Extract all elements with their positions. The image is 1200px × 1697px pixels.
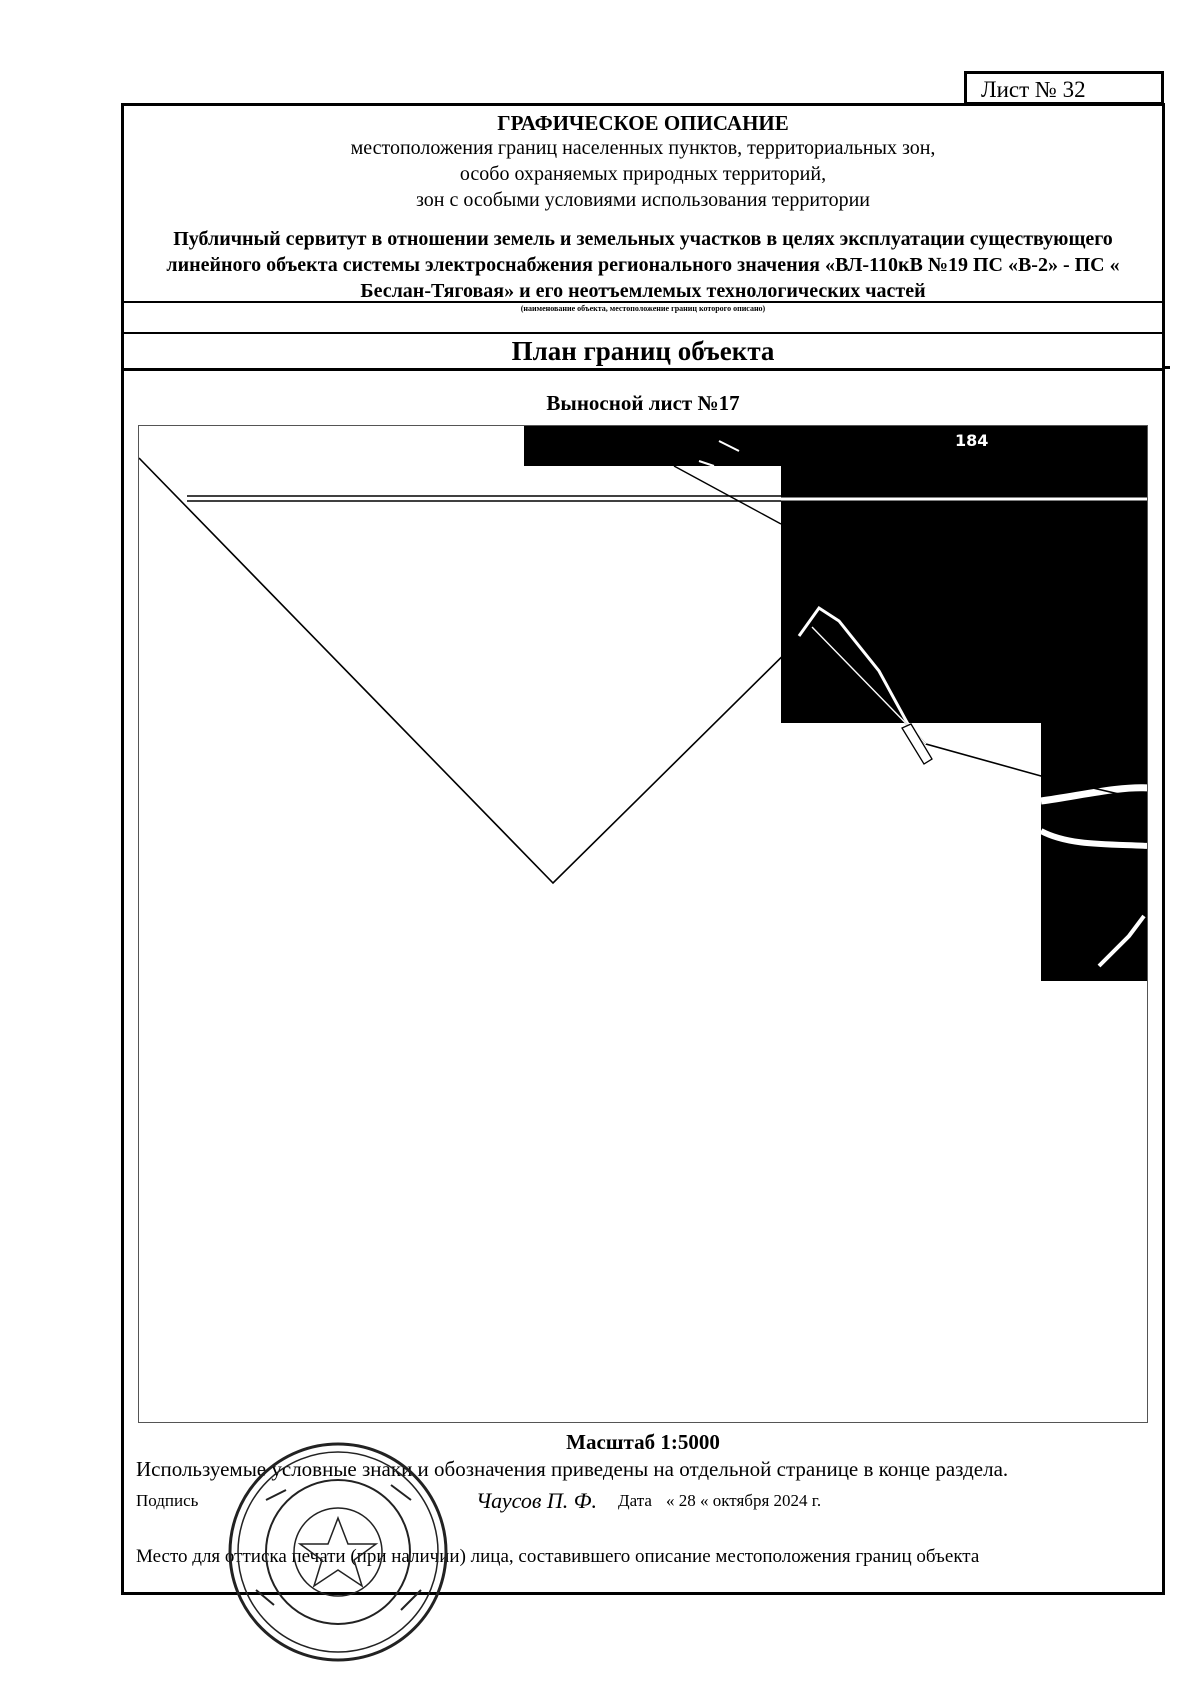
- divider: [124, 368, 1162, 371]
- point-label: 184: [955, 431, 989, 450]
- subtitle-line-2: особо охраняемых природных территорий,: [459, 163, 827, 185]
- scale-label: Масштаб 1:5000: [566, 1430, 720, 1454]
- divider: [1162, 366, 1170, 369]
- seal-place-note: Место для оттиска печати (при наличии) лица, составившего описание местоположения границ объекта: [136, 1546, 980, 1567]
- callout-sheet-title: Выносной лист №17: [546, 391, 740, 415]
- boundary-map: [138, 425, 1148, 1423]
- boundary-line: [674, 466, 781, 524]
- object-caption: (наименование объекта, местоположение границ которого описано): [520, 304, 766, 313]
- sheet-number: Лист № 32: [964, 71, 1164, 105]
- document-title: ГРАФИЧЕСКОЕ ОПИСАНИЕ: [497, 111, 789, 135]
- date-label: Дата: [618, 1491, 652, 1510]
- subtitle-line-3: зон с особыми условиями использования территории: [415, 189, 871, 211]
- legend-note: Используемые условные знаки и обозначения приведены на отдельной странице в конце раздела.: [136, 1457, 1009, 1481]
- subtitle-line-1: местоположения границ населенных пунктов, территориальных зон,: [350, 137, 936, 159]
- stamp-seal: [226, 1440, 451, 1665]
- divider: [124, 332, 1162, 334]
- date-value: « 28 « октября 2024 г.: [666, 1491, 822, 1510]
- orthophoto-area: [524, 426, 1148, 981]
- signature-label: Подпись: [136, 1491, 199, 1510]
- divider: [124, 301, 1162, 303]
- signer-name: Чаусов П. Ф.: [476, 1488, 597, 1513]
- plan-title: План границ объекта: [511, 336, 775, 366]
- object-name: Публичный сервитут в отношении земель и земельных участков в целях эксплуатации существующего линейного объекта системы электроснабжения регионального значения «ВЛ-110кВ №19 ПС «В-2» - ПС « Беслан-Тяговая» и его неотъемлемых технологических частей: [166, 228, 1120, 302]
- map-drawing: [139, 426, 1148, 1423]
